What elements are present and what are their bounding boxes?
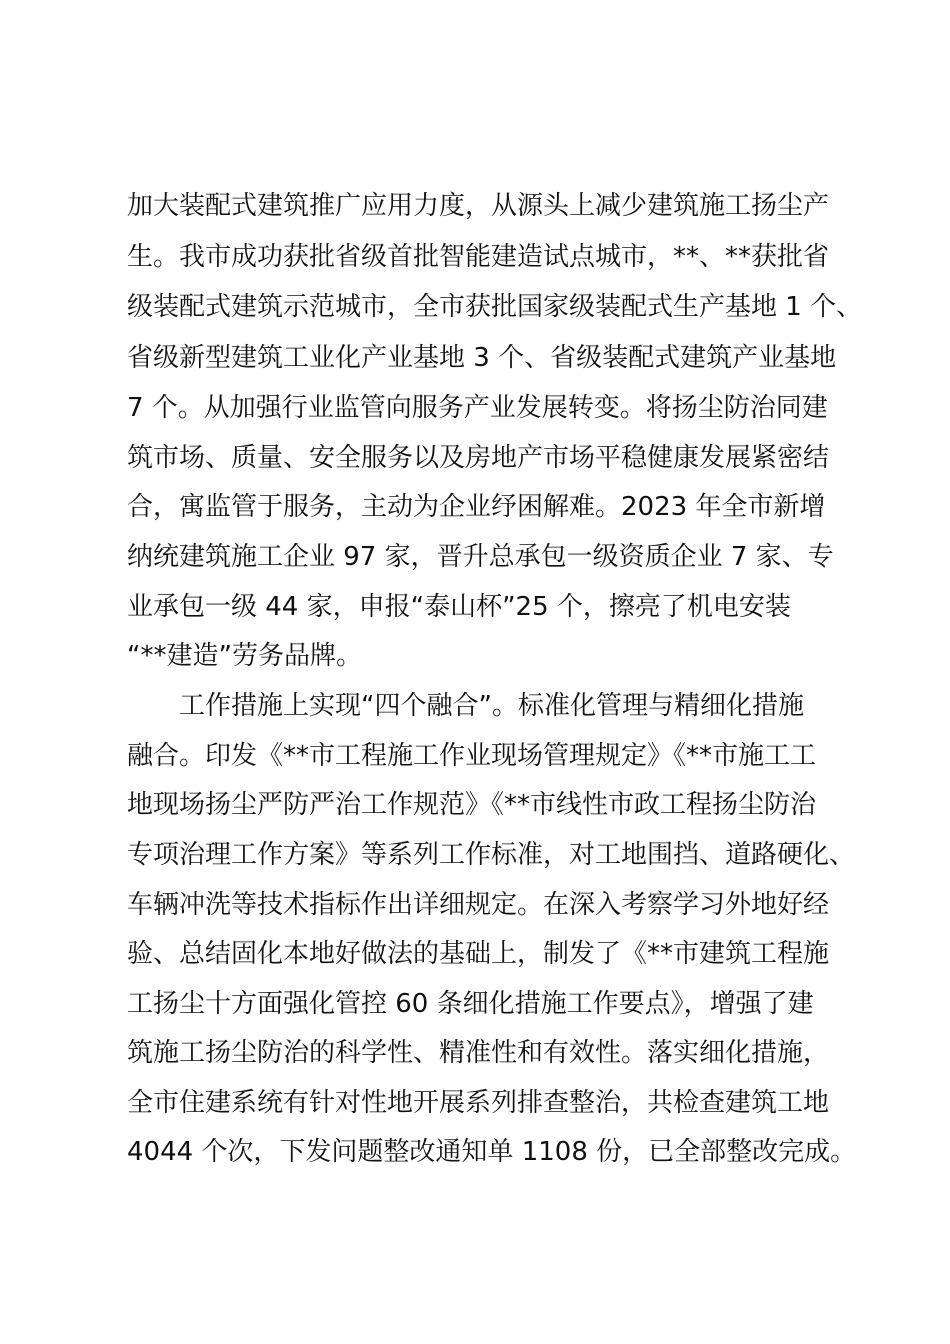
- text-line: 纳统建筑施工企业 97 家，晋升总承包一级资质企业 7 家、专: [127, 542, 834, 572]
- text-line: “**建造”劳务品牌。: [127, 641, 362, 671]
- text-line: 筑施工扬尘防治的科学性、精准性和有效性。落实细化措施，: [127, 1038, 830, 1068]
- text-line: 专项治理工作方案》等系列工作标准，对工地围挡、道路硬化、: [127, 840, 856, 870]
- text-line: 融合。印发《**市工程施工作业现场管理规定》《**市施工工: [127, 741, 817, 771]
- paragraph-first-line: 工作措施上实现“四个融合”。标准化管理与精细化措施: [179, 691, 804, 721]
- text-line: 全市住建系统有针对性地开展系列排查整治，共检查建筑工地: [127, 1088, 830, 1118]
- text-line: 4044 个次，下发问题整改通知单 1108 份，已全部整改完成。: [127, 1137, 857, 1167]
- text-line: 工扬尘十方面强化管控 60 条细化措施工作要点》，增强了建: [127, 989, 814, 1019]
- text-line: 地现场扬尘严防严治工作规范》《**市线性市政工程扬尘防治: [127, 790, 817, 820]
- text-line: 合，寓监管于服务，主动为企业纾困解难。2023 年全市新增: [127, 492, 826, 522]
- text-line: 省级新型建筑工业化产业基地 3 个、省级装配式建筑产业基地: [127, 343, 837, 373]
- text-line: 业承包一级 44 家，申报“泰山杯”25 个，擦亮了机电安装: [127, 592, 791, 622]
- text-line: 验、总结固化本地好做法的基础上，制发了《**市建筑工程施: [127, 939, 830, 969]
- text-line: 筑市场、质量、安全服务以及房地产市场平稳健康发展紧密结: [127, 443, 830, 473]
- text-line: 车辆冲洗等技术指标作出详细规定。在深入考察学习外地好经: [127, 890, 830, 920]
- text-line: 级装配式建筑示范城市，全市获批国家级装配式生产基地 1 个、: [127, 292, 863, 322]
- text-line: 加大装配式建筑推广应用力度，从源头上减少建筑施工扬尘产: [127, 191, 830, 221]
- text-line: 7 个。从加强行业监管向服务产业发展转变。将扬尘防治同建: [127, 393, 828, 423]
- text-line: 生。我市成功获批省级首批智能建造试点城市，**、**获批省: [127, 242, 830, 272]
